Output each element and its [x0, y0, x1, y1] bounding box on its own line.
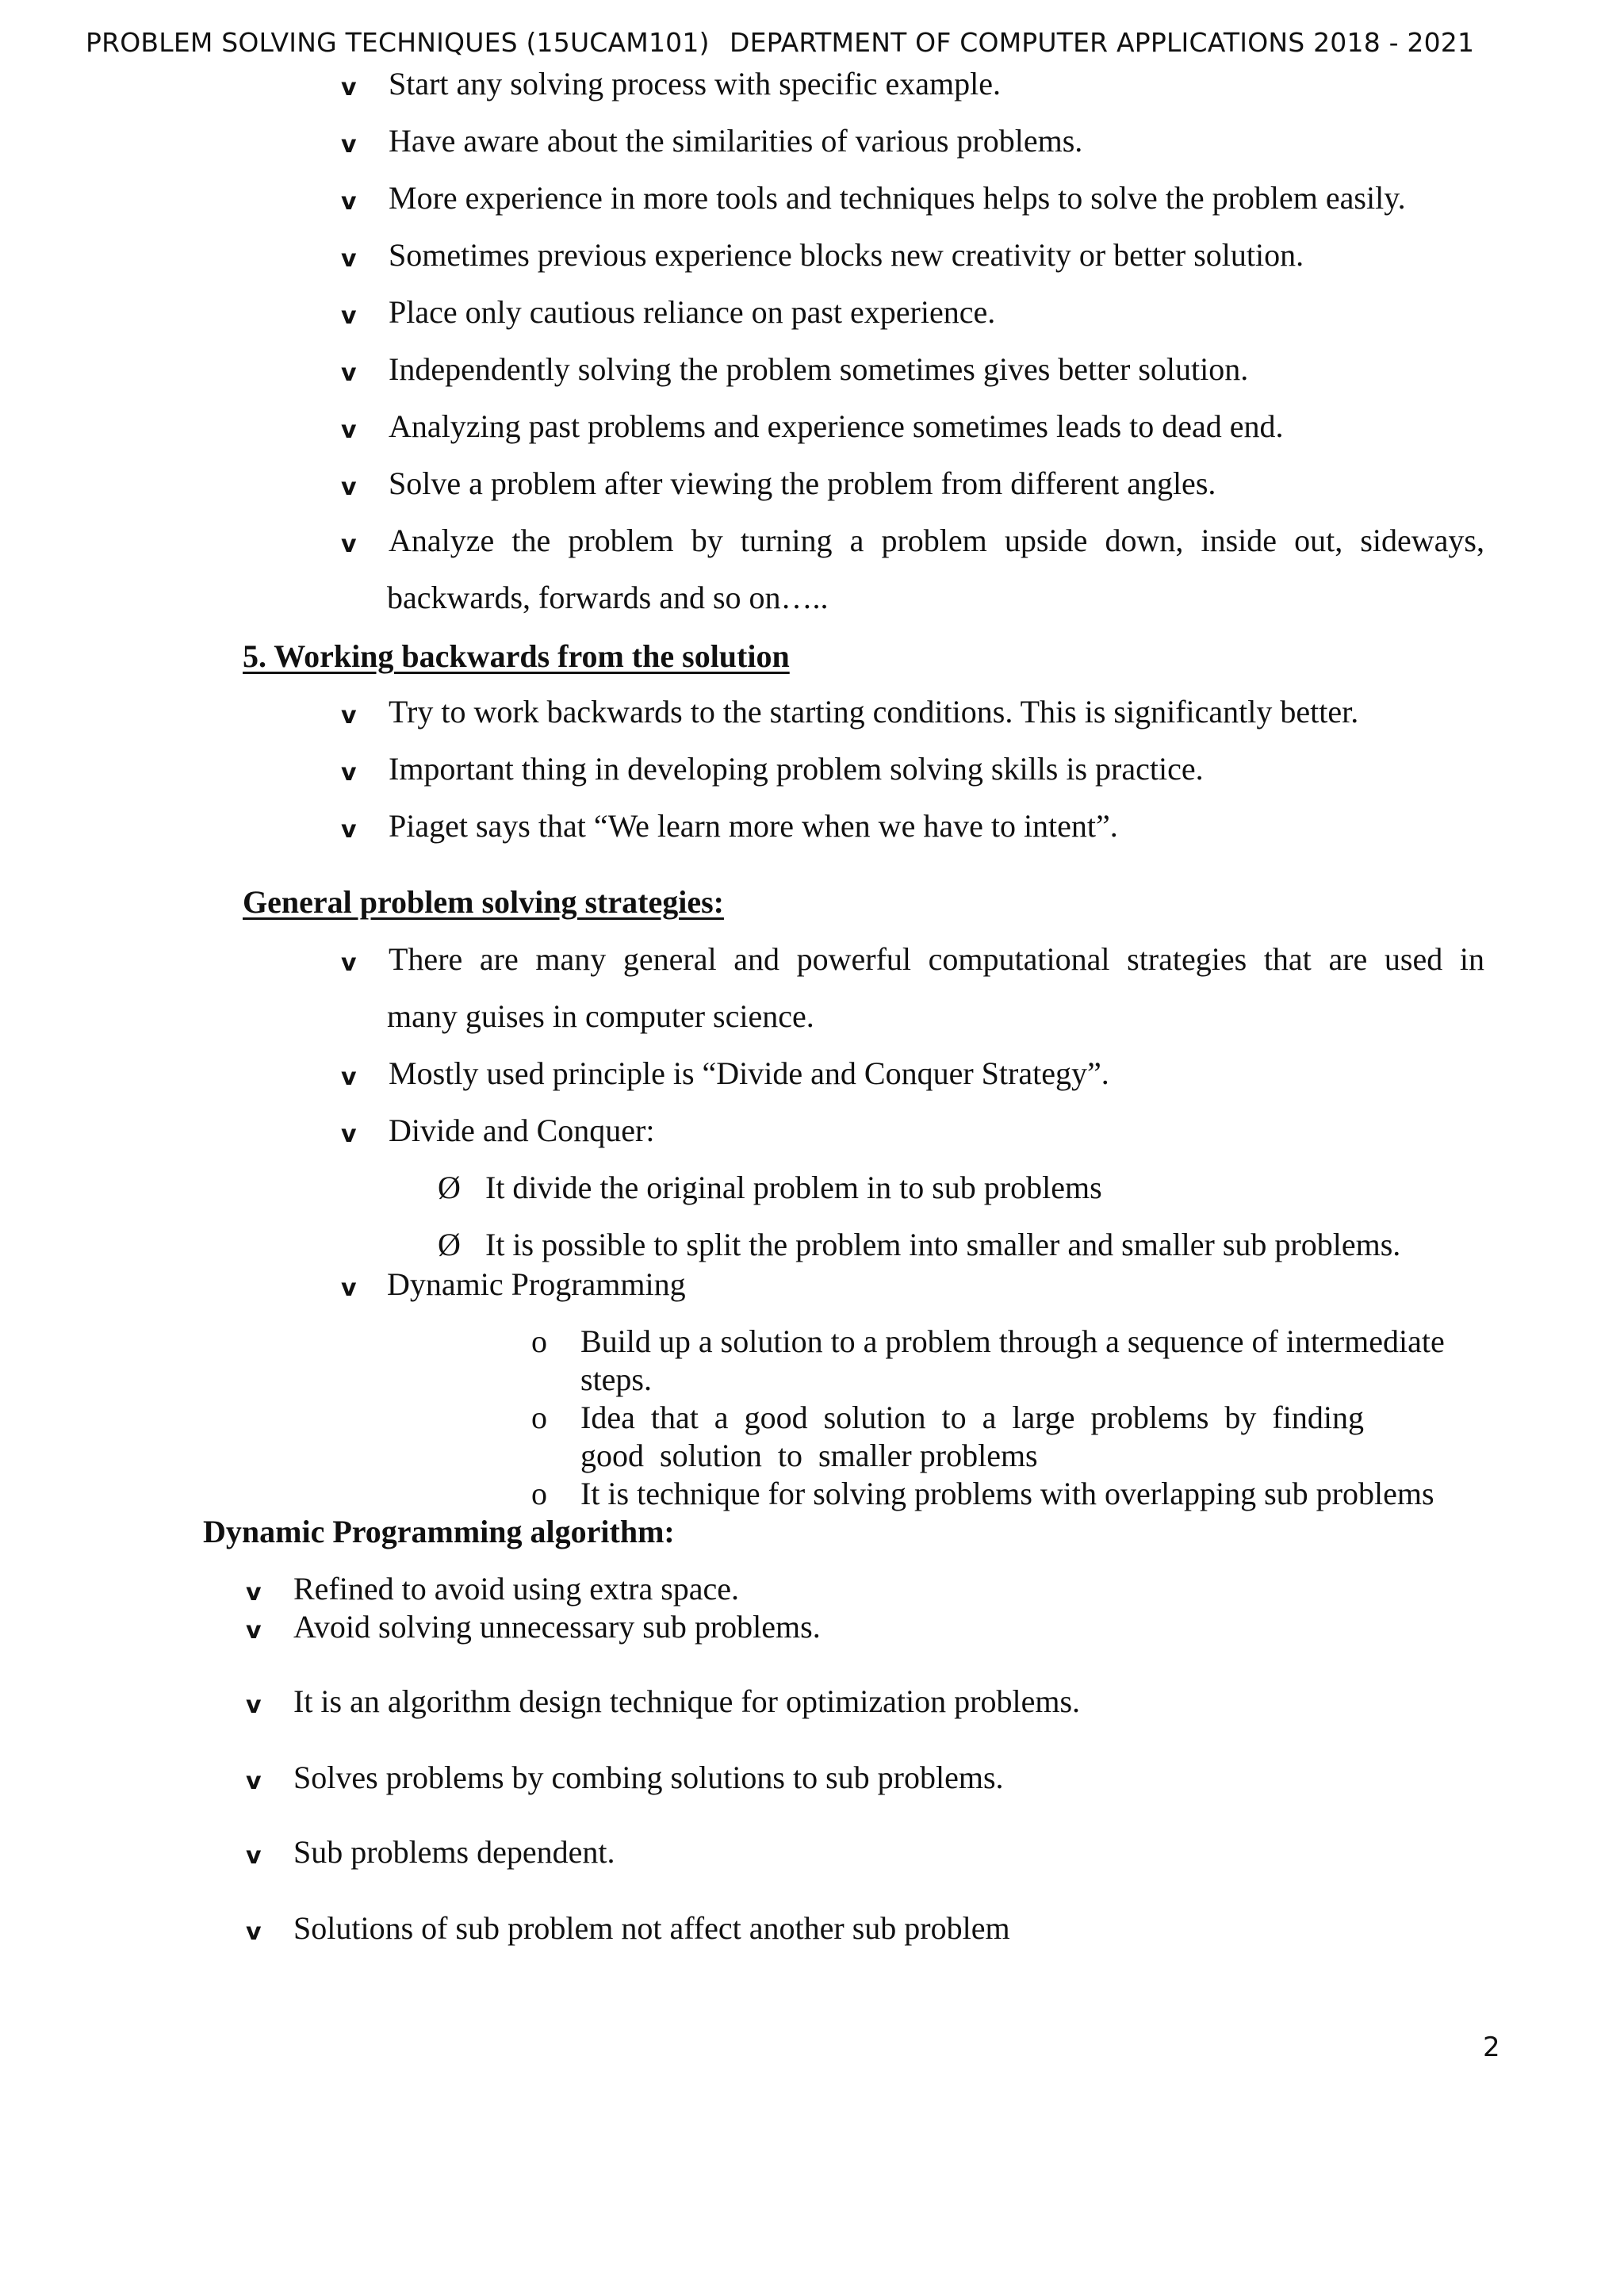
circle-bullet-icon: o — [531, 1476, 547, 1511]
list-item-text: Sometimes previous experience blocks new creativity or better solution. — [389, 237, 1304, 273]
v-arrow-bullet-icon: v — [246, 1842, 262, 1870]
v-arrow-bullet-icon: v — [246, 1579, 262, 1607]
list-item-text: Mostly used principle is “Divide and Conquer Strategy”. — [389, 1055, 1109, 1091]
list-item-text: Analyzing past problems and experience sometimes leads to dead end. — [389, 408, 1284, 444]
list-item-text: Independently solving the problem sometimes gives better solution. — [389, 351, 1249, 387]
circle-bullet-icon: o — [531, 1323, 547, 1359]
o-slash-bullet-icon: Ø — [438, 1227, 461, 1262]
v-arrow-bullet-icon: v — [341, 302, 357, 330]
header-course-title: PROBLEM SOLVING TECHNIQUES (15UCAM101) — [86, 27, 710, 58]
v-arrow-bullet-icon: v — [341, 816, 357, 844]
circle-bullet-icon: o — [531, 1400, 547, 1435]
section-heading: Dynamic Programming algorithm: — [203, 1514, 675, 1549]
list-item-text: There are many general and powerful computational strategies that are used in — [389, 941, 1484, 977]
v-arrow-bullet-icon: v — [341, 1274, 357, 1302]
list-item-text: Dynamic Programming — [387, 1266, 686, 1302]
v-arrow-bullet-icon: v — [246, 1691, 262, 1719]
v-arrow-bullet-icon: v — [341, 759, 357, 787]
v-arrow-bullet-icon: v — [341, 702, 357, 730]
header-department: DEPARTMENT OF COMPUTER APPLICATIONS 2018 - 2021 — [730, 27, 1475, 58]
list-item-text: Solutions of sub problem not affect another sub problem — [293, 1910, 1010, 1946]
list-item-text: Sub problems dependent. — [293, 1834, 615, 1870]
v-arrow-bullet-icon: v — [341, 530, 357, 558]
sub-list-item-text: Idea that a good solution to a large problems by finding — [580, 1400, 1364, 1435]
list-item-text: Avoid solving unnecessary sub problems. — [293, 1609, 821, 1645]
list-item-text: It is an algorithm design technique for optimization problems. — [293, 1683, 1081, 1719]
v-arrow-bullet-icon: v — [341, 74, 357, 101]
v-arrow-bullet-icon: v — [246, 1617, 262, 1645]
section-heading: General problem solving strategies: — [243, 884, 724, 920]
list-item-text: Start any solving process with specific example. — [389, 66, 1002, 101]
v-arrow-bullet-icon: v — [341, 245, 357, 273]
o-slash-bullet-icon: Ø — [438, 1170, 461, 1205]
list-item-text: Important thing in developing problem solving skills is practice. — [389, 751, 1204, 787]
v-arrow-bullet-icon: v — [341, 359, 357, 387]
list-item-text: Analyze the problem by turning a problem upside down, inside out, sideways, — [389, 523, 1484, 558]
list-item-text: Solves problems by combing solutions to sub problems. — [293, 1760, 1004, 1795]
list-item-text: Solve a problem after viewing the problem from different angles. — [389, 465, 1216, 501]
list-item-text: Try to work backwards to the starting conditions. This is significantly better. — [389, 694, 1359, 730]
v-arrow-bullet-icon: v — [341, 473, 357, 501]
list-item-text: Refined to avoid using extra space. — [293, 1571, 740, 1607]
list-item-text: backwards, forwards and so on….. — [387, 580, 829, 615]
list-item-text: More experience in more tools and techniques helps to solve the problem easily. — [389, 180, 1406, 216]
sub-list-item-text: It divide the original problem in to sub problems — [485, 1170, 1102, 1205]
v-arrow-bullet-icon: v — [341, 949, 357, 977]
list-item-text: Have aware about the similarities of various problems. — [389, 123, 1083, 159]
v-arrow-bullet-icon: v — [341, 416, 357, 444]
sub-list-item-text: steps. — [580, 1361, 652, 1397]
page-number: 2 — [1483, 2032, 1500, 2063]
v-arrow-bullet-icon: v — [246, 1918, 262, 1946]
v-arrow-bullet-icon: v — [341, 1120, 357, 1148]
list-item-text: Piaget says that “We learn more when we have to intent”. — [389, 808, 1118, 844]
sub-list-item-text: It is possible to split the problem into smaller and smaller sub problems. — [485, 1227, 1401, 1262]
list-item-text: many guises in computer science. — [387, 998, 814, 1034]
list-item-text: Place only cautious reliance on past experience. — [389, 294, 996, 330]
section-heading: 5. Working backwards from the solution — [243, 638, 790, 674]
sub-list-item-text: Build up a solution to a problem through a sequence of intermediate — [580, 1323, 1445, 1359]
v-arrow-bullet-icon: v — [341, 131, 357, 159]
v-arrow-bullet-icon: v — [341, 188, 357, 216]
v-arrow-bullet-icon: v — [341, 1063, 357, 1091]
list-item-text: Divide and Conquer: — [389, 1113, 655, 1148]
v-arrow-bullet-icon: v — [246, 1767, 262, 1795]
sub-list-item-text: It is technique for solving problems with overlapping sub problems — [580, 1476, 1434, 1511]
sub-list-item-text: good solution to smaller problems — [580, 1438, 1038, 1473]
